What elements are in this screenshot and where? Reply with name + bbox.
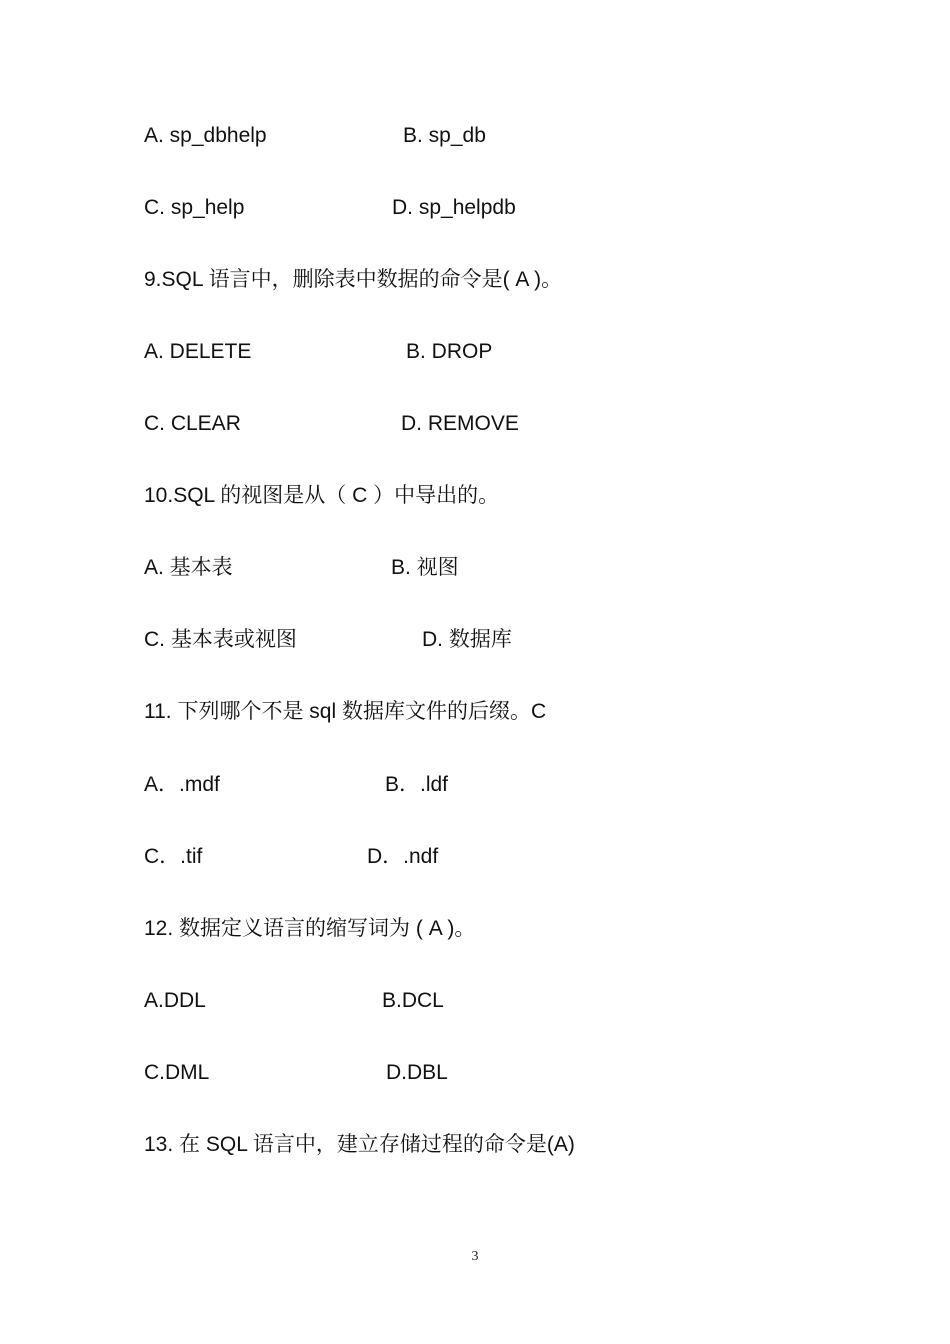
- option-d: D. REMOVE: [401, 412, 519, 435]
- question-text: 12. 数据定义语言的缩写词为 ( A )。: [144, 917, 476, 940]
- option-c: C. sp_help: [144, 196, 245, 219]
- question-text: 13. 在 SQL 语言中，建立存储过程的命令是(A): [144, 1133, 575, 1156]
- option-b: B. 视图: [391, 556, 459, 579]
- page-number: 3: [471, 1249, 479, 1264]
- option-c: C．.tif: [144, 845, 203, 868]
- option-d: D. sp_helpdb: [392, 196, 516, 219]
- option-a: A.DDL: [144, 989, 206, 1012]
- option-a: A．.mdf: [144, 773, 220, 796]
- option-c: C. 基本表或视图: [144, 628, 297, 651]
- option-b: B．.ldf: [385, 773, 449, 796]
- option-a: A. sp_dbhelp: [144, 124, 267, 147]
- option-c: C.DML: [144, 1061, 210, 1084]
- option-b: B. sp_db: [403, 124, 486, 147]
- option-c: C. CLEAR: [144, 412, 241, 435]
- option-b: B.DCL: [382, 989, 444, 1012]
- question-text: 11. 下列哪个不是 sql 数据库文件的后缀。C: [144, 700, 547, 723]
- question-text: 10.SQL 的视图是从（ C ）中导出的。: [144, 484, 500, 507]
- option-d: D．.ndf: [367, 845, 439, 868]
- option-a: A. DELETE: [144, 340, 252, 363]
- option-a: A. 基本表: [144, 556, 233, 579]
- option-d: D.DBL: [386, 1061, 448, 1084]
- option-d: D. 数据库: [422, 628, 512, 651]
- option-b: B. DROP: [406, 340, 493, 363]
- question-text: 9.SQL 语言中，删除表中数据的命令是( A )。: [144, 268, 563, 291]
